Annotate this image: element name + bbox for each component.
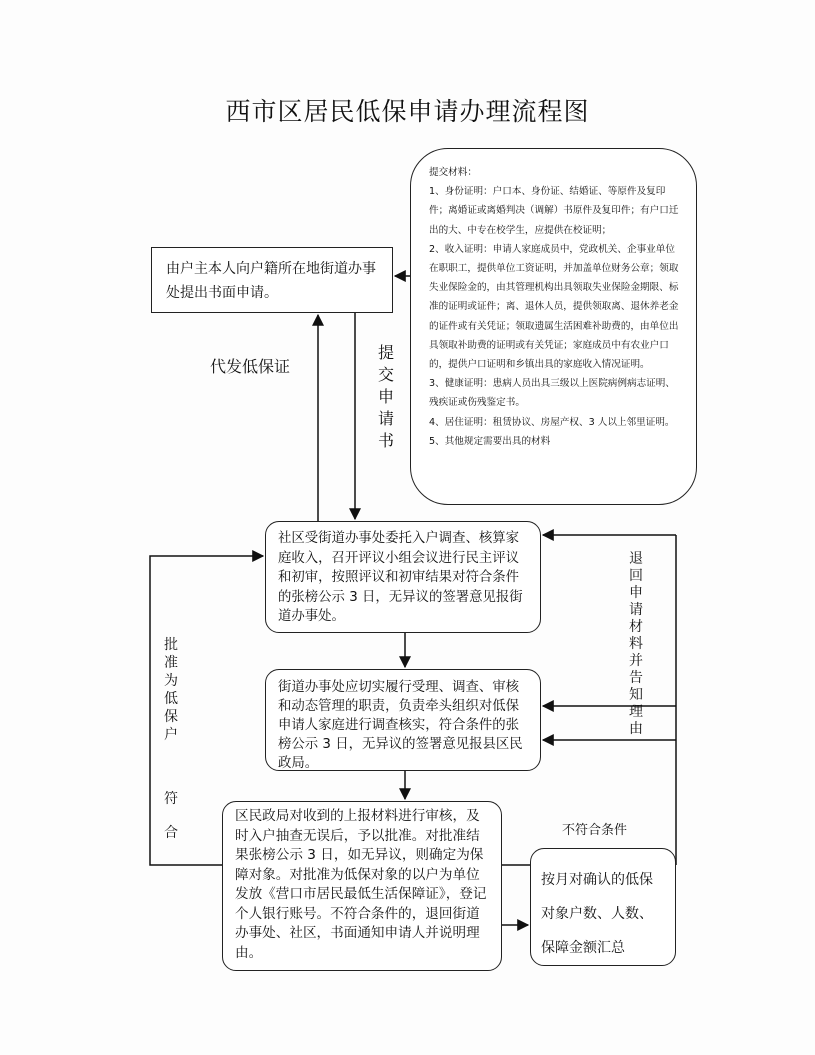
- street-office-box: 街道办事处应切实履行受理、调查、审核和动态管理的职责，负责牵头组织对低保申请人家庭进行调查核实，符合条件的张榜公示 3 日，无异议的签署意见报县区民政局。: [265, 669, 541, 771]
- page-title: 西市区居民低保申请办理流程图: [225, 97, 590, 126]
- label-not-qualified: 不符合条件: [562, 823, 628, 838]
- label-return-materials: 退回申请材料并告知理由: [629, 551, 643, 737]
- label-approve-as: 批准为低保户: [164, 637, 178, 743]
- materials-item-1: 1、身份证明：户口本、身份证、结婚证、等原件及复印件；离婚证或离婚判决（调解）书原件及复印件；有户口迁出的大、中专在校学生，应提供在校证明；: [429, 186, 679, 236]
- civil-affairs-box: 区民政局对收到的上报材料进行审核，及时入户抽查无误后，予以批准。对批准结果张榜公示 3 日，如无异议，则确定为保障对象。对批准为低保对象的以户为单位发放《营口市居民最低生活保障证》，登记个人银行账号。不符合条件的，退回街道办事处、社区，书面通知申请人并说明理由。: [222, 801, 502, 971]
- label-issue-cert: 代发低保证: [210, 357, 291, 376]
- community-box: 社区受街道办事处委托入户调查、核算家庭收入，召开评议小组会议进行民主评议和初审，按照评议和初审结果对符合条件的张榜公示 3 日，无异议的签署意见报街道办事处。: [265, 521, 541, 633]
- materials-item-4: 4、居住证明：租赁协议、房屋产权、3 人以上邻里证明。: [429, 416, 675, 428]
- materials-item-5: 5、其他规定需要出具的材料: [429, 435, 551, 447]
- materials-box: [410, 148, 697, 505]
- apply-box: 由户主本人向户籍所在地街道办事处提出书面申请。: [151, 247, 393, 313]
- monthly-summary-box: 按月对确认的低保对象户数、人数、保障金额汇总: [530, 848, 676, 966]
- materials-heading: 提交材料：: [429, 167, 477, 178]
- label-submit-application: 提交申请书: [377, 343, 394, 450]
- materials-item-2: 2、收入证明：申请人家庭成员中，党政机关、企事业单位在职职工，提供单位工资证明，并加盖单位财务公章；领取失业保险金的，由其管理机构出具领取失业保险金期限、标准的证明或证件；离、退休人员，提供领取离、退休养老金的证件或有关凭证；领取遗属生活困难补助费的，由单位出具领取补助费的证明或有关凭证；家庭成员中有农业户口的，提供户口证明和乡镇出具的家庭收入情况证明。: [429, 243, 679, 371]
- materials-item-3: 3、健康证明：患病人员出具三级以上医院病例病志证明、残疾证或伤残鉴定书。: [429, 378, 675, 409]
- label-qualified: 符合: [164, 791, 178, 841]
